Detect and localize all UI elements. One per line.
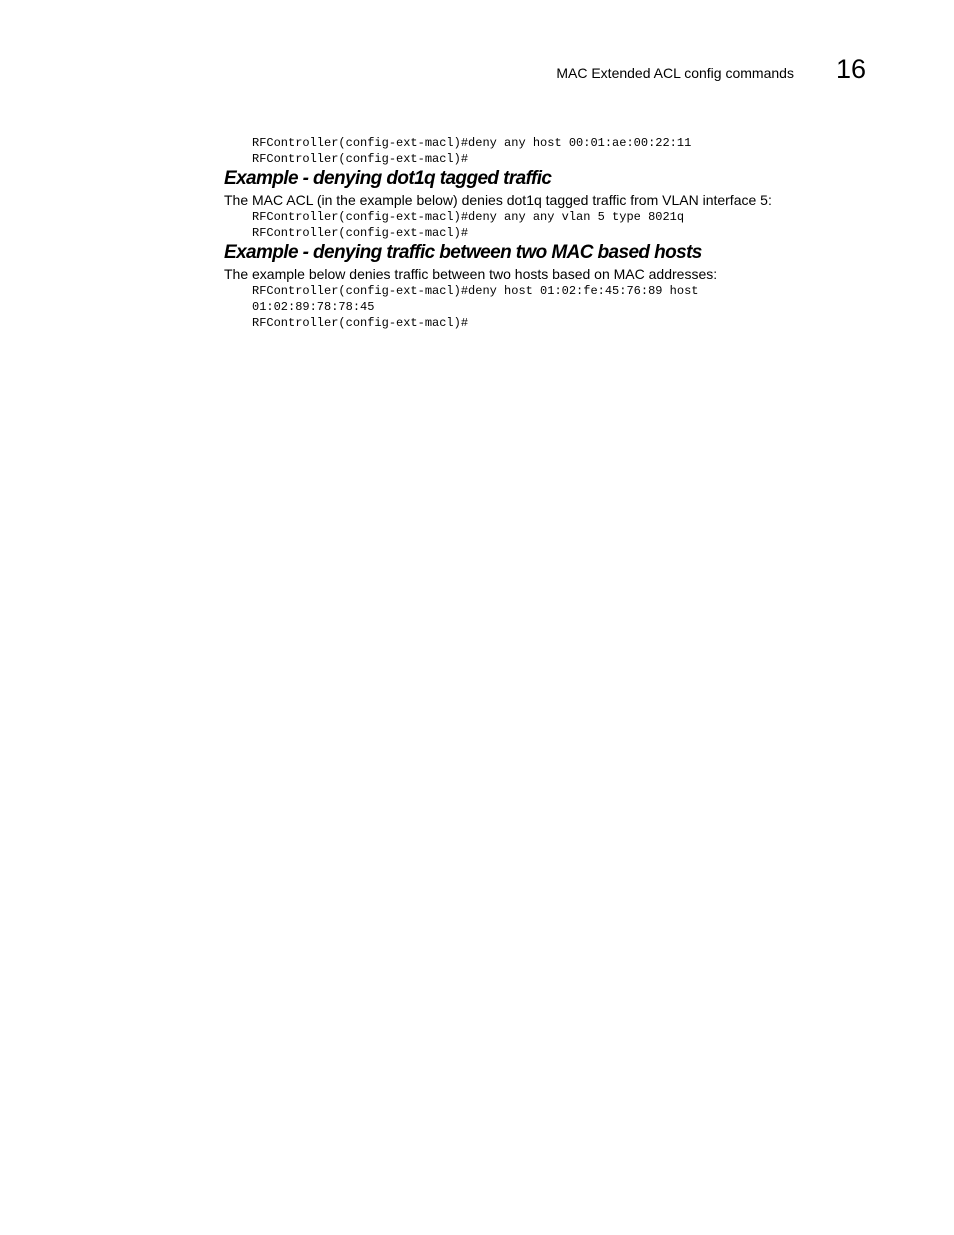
section-heading-dot1q: Example - denying dot1q tagged traffic — [224, 168, 552, 189]
section-heading-mac-hosts: Example - denying traffic between two MAC based hosts — [224, 242, 702, 263]
section-text-dot1q: The MAC ACL (in the example below) denies dot1q tagged traffic from VLAN interface 5: — [224, 192, 772, 208]
chapter-number: 16 — [835, 54, 866, 84]
code-line: RFController(config-ext-macl)#deny any any vlan 5 type 8021q — [252, 210, 685, 224]
code-block-deny-host — [252, 135, 864, 167]
code-line: RFController(config-ext-macl)# — [252, 316, 469, 330]
code-line: 01:02:89:78:78:45 — [252, 300, 375, 314]
code-line: RFController(config-ext-macl)# — [252, 226, 469, 240]
section-text-mac-hosts: The example below denies traffic between two hosts based on MAC addresses: — [224, 266, 718, 282]
code-line: RFController(config-ext-macl)#deny host 01:02:fe:45:76:89 host — [252, 284, 699, 298]
page-content — [224, 135, 864, 331]
code-line: RFController(config-ext-macl)#deny any host 00:01:ae:00:22:11 — [252, 136, 692, 150]
page-header — [556, 54, 866, 85]
code-block-dot1q — [252, 209, 864, 241]
code-line: RFController(config-ext-macl)# — [252, 152, 469, 166]
code-block-mac-hosts — [252, 283, 864, 331]
header-title: MAC Extended ACL config commands — [556, 65, 794, 81]
